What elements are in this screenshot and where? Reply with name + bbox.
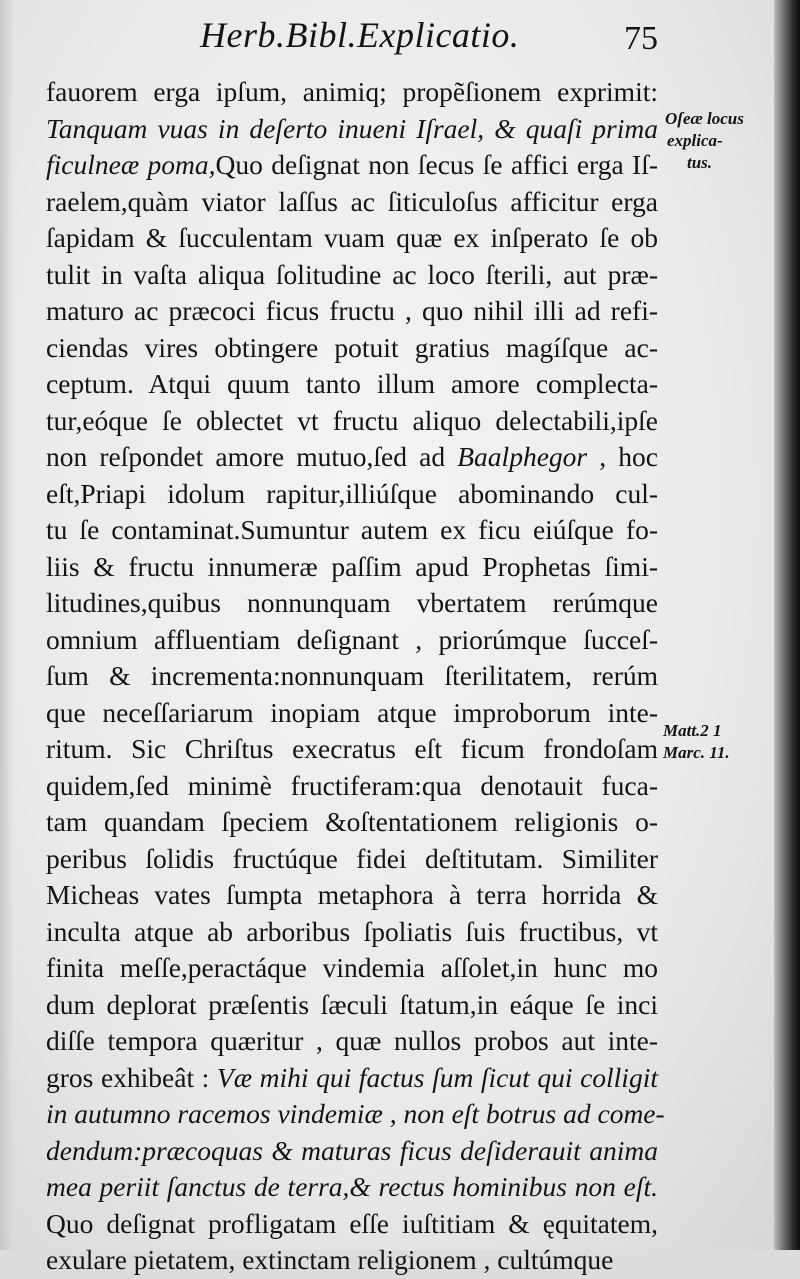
text-segment: ritum. Sic Chriſtus execratus eſt ficum frondoſam [46, 733, 658, 764]
marginal-note-osee [665, 108, 744, 174]
text-line [46, 585, 658, 622]
text-segment: tu ſe contaminat.Sumuntur autem ex ficu eiúſque fo- [46, 514, 658, 545]
text-line [46, 987, 658, 1024]
marginal-note-line: tus. [687, 153, 713, 172]
text-line [46, 293, 658, 330]
text-line [46, 403, 658, 440]
text-segment: tur,eóque ſe oblectet vt fructu aliquo delectabili,ipſe [46, 404, 658, 436]
text-segment: eſt,Priapi idolum rapitur,illiúſque abominando cul- [46, 477, 658, 509]
text-line [46, 184, 658, 221]
text-segment: litudines,quibus nonnunquam vbertatem rerúmque [46, 587, 658, 618]
text-line [46, 1096, 665, 1133]
body-text [46, 74, 665, 1279]
text-line [46, 1169, 658, 1206]
italic-text-segment: Baalphegor [457, 441, 588, 472]
text-segment: inculta atque ab arboribus ſpoliatis ſuis fructibus, vt [46, 915, 658, 947]
text-segment: dum deplorat præſentis ſæculi ſtatum,in eáque ſe inci [46, 988, 658, 1020]
italic-text-segment: ficulneæ poma, [46, 149, 216, 180]
text-line [46, 439, 658, 476]
text-segment: liis & fructu innumeræ paſſim apud Prophetas ſimi- [46, 550, 658, 582]
text-line [46, 512, 658, 549]
text-line [46, 622, 658, 659]
text-line [46, 111, 658, 148]
text-segment: ſum & incrementa:nonnunquam ſterilitatem, rerúm [46, 660, 658, 691]
text-line [46, 877, 658, 914]
text-segment: , hoc [587, 441, 658, 472]
text-line [46, 731, 658, 768]
text-line [46, 549, 658, 586]
text-line [46, 768, 658, 805]
text-line [46, 366, 658, 403]
text-line [46, 1023, 658, 1060]
text-segment: ſapidam & ſucculentam vuam quæ ex inſperato ſe ob [46, 222, 658, 253]
marginal-note-matt [663, 720, 730, 764]
text-segment: ciendas vires obtingere potuit gratius magíſque ac- [46, 331, 658, 363]
text-segment: omnium affluentiam deſignant , priorúmque ſucceſ- [46, 623, 658, 655]
text-line [46, 1060, 658, 1097]
text-line [46, 914, 658, 951]
text-line [46, 695, 658, 732]
marginal-note-line: Oſeæ locus [665, 109, 744, 128]
text-line [46, 658, 658, 695]
marginal-note-line: Marc. 11. [663, 743, 730, 762]
text-segment: Quo deſignat non ſecus ſe affici erga Iſ- [215, 149, 658, 180]
text-line [46, 257, 658, 294]
page-number: 75 [624, 20, 658, 57]
text-segment: gros exhibeât : [46, 1061, 217, 1093]
italic-text-segment: dendum:præcoquas & maturas ficus deſiderauit anima [46, 1134, 658, 1166]
text-line [46, 804, 658, 841]
page-edge-shadow [774, 0, 800, 1250]
italic-text-segment: in autumno racemos vindemiæ , non eſt botrus ad come- [46, 1098, 665, 1129]
marginal-note-line: explica- [667, 131, 723, 150]
running-head: Herb.Bibl.Explicatio. [200, 15, 520, 55]
text-line [46, 950, 658, 987]
italic-text-segment: Væ mihi qui factus ſum ſicut qui colligit [216, 1061, 658, 1093]
marginal-note-line: Matt.2 1 [663, 721, 722, 740]
text-segment: Micheas vates ſumpta metaphora à terra horrida & [46, 879, 658, 910]
text-line [46, 1133, 658, 1170]
text-segment: exulare pietatem, extinctam religionem , cultúmque [46, 1244, 614, 1275]
text-segment: maturo ac præcoci ficus fructu , quo nihil illi ad refi- [46, 295, 658, 326]
italic-text-segment: Tanquam vuas in deſerto inueni Iſrael, & quaſi prima [46, 112, 658, 144]
text-segment: non reſpondet amore mutuo,ſed ad [46, 441, 458, 472]
text-line [46, 220, 658, 257]
text-line [46, 841, 658, 878]
text-line [46, 147, 658, 184]
text-line [46, 1242, 658, 1279]
text-segment: que neceſſariarum inopiam atque improborum inte- [46, 696, 658, 728]
text-segment: diſſe tempora quæritur , quæ nullos probos aut inte- [46, 1025, 658, 1056]
text-segment: ceptum. Atqui quum tanto illum amore complecta- [46, 368, 658, 399]
text-line [46, 74, 658, 111]
text-line [46, 1206, 658, 1243]
text-segment: fauorem erga ipſum, animiq; propẽſionem exprimit: [46, 76, 658, 107]
gutter-shadow [0, 0, 14, 1250]
italic-text-segment: mea periit ſanctus de terra,& rectus hominibus non eſt. [46, 1171, 658, 1202]
text-segment: tam quandam ſpeciem &oſtentationem religionis o- [46, 806, 658, 837]
text-segment: peribus ſolidis fructúque fidei deſtitutam. Similiter [46, 842, 658, 874]
text-segment: quidem,ſed minimè fructiferam:qua denotauit fuca- [46, 769, 658, 801]
text-segment: tulit in vaſta aliqua ſolitudine ac loco ſterili, aut præ- [46, 258, 658, 290]
text-segment: Quo deſignat profligatam eſſe iuſtitiam & ęquitatem, [46, 1207, 658, 1239]
text-segment: raelem,quàm viator laſſus ac ſiticuloſus afficitur erga [46, 185, 658, 217]
text-segment: finita meſſe,peractáque vindemia aſſolet,in hunc mo [46, 952, 658, 983]
text-line [46, 330, 658, 367]
text-line [46, 476, 658, 513]
